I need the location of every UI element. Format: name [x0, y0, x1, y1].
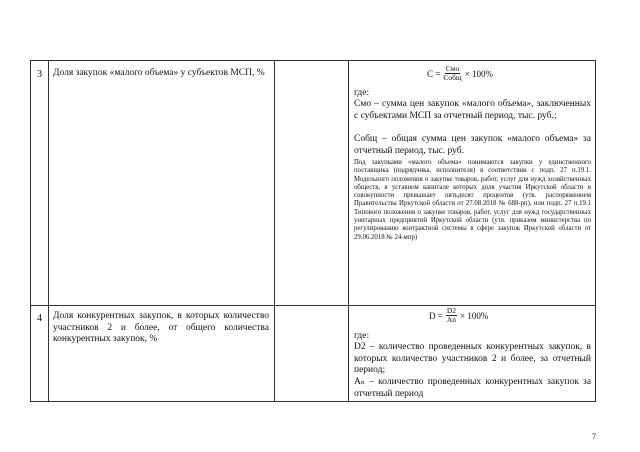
definition-d2: D2 – количество проведенных конкурентных закупок, в которых количество участников 2 и более, за отчетный период;: [354, 342, 591, 375]
formula-lhs: C =: [427, 68, 441, 79]
indicator-name: Доля закупок «малого объема» у субъектов МСП, %: [53, 68, 265, 78]
indicator-name: Доля конкурентных закупок, в которых количество участников 2 и более, от общего количества конкурентных закупок, %: [53, 311, 269, 344]
formula-rhs: × 100%: [460, 310, 489, 321]
formula-denominator: Собщ: [443, 73, 462, 82]
formula: [429, 307, 488, 324]
column-divider: [48, 61, 49, 401]
formula-fraction: [446, 307, 457, 324]
formula: [427, 65, 493, 82]
column-divider: [274, 61, 275, 401]
definition-cmo: Смо – сумма цен закупок «малого объема», заключенных с субъектами МСП за отчетный период, тыс. руб.;: [354, 99, 591, 121]
column-divider: [348, 61, 349, 401]
formula-rhs: × 100%: [464, 68, 494, 79]
formula-numerator: Смо: [445, 64, 460, 73]
where-label: где:: [354, 88, 370, 98]
formula-denominator: An: [446, 315, 456, 324]
indicator-table: [30, 60, 596, 402]
page-number: 7: [592, 432, 596, 441]
definition-cobsh: Собщ – общая сумма цен закупок «малого объема» за отчетный период, тыс. руб.: [354, 134, 591, 156]
formula-numerator: D2: [446, 306, 456, 315]
formula-fraction: [443, 65, 461, 82]
row-number: 3: [37, 69, 42, 80]
row-divider: [31, 305, 595, 306]
where-label: где:: [354, 331, 370, 341]
definition-an: Aₙ – количество проведенных конкурентных закупок за отчетный период: [354, 377, 591, 399]
note-small-purchases: Под закупками «малого объема» понимаются закупки у единственного поставщика (подрядчика, исполнителя) в соответствии с подп. 27 п.19.1. Модельного положения о закупке товаров, работ, услуг для нужд хозяйственных обществ, в уставном капитале которых доля участия Иркутской области в совокупности превышает пятьдесят процентов (утв. распоряжением Правительства Иркутской области от 27.08.2018 № 688-рп), или подп. 27 п.19.1 Типового положения о закупке товаров, работ, услуг для нужд государственных унитарных предприятий Иркутской области (утв. приказом министерства по регулированию контрактной системы в сфере закупок Иркутской области от 29.06.2018 № 24-мпр): [354, 159, 591, 241]
formula-lhs: D =: [429, 310, 443, 321]
row-number: 4: [37, 313, 42, 324]
